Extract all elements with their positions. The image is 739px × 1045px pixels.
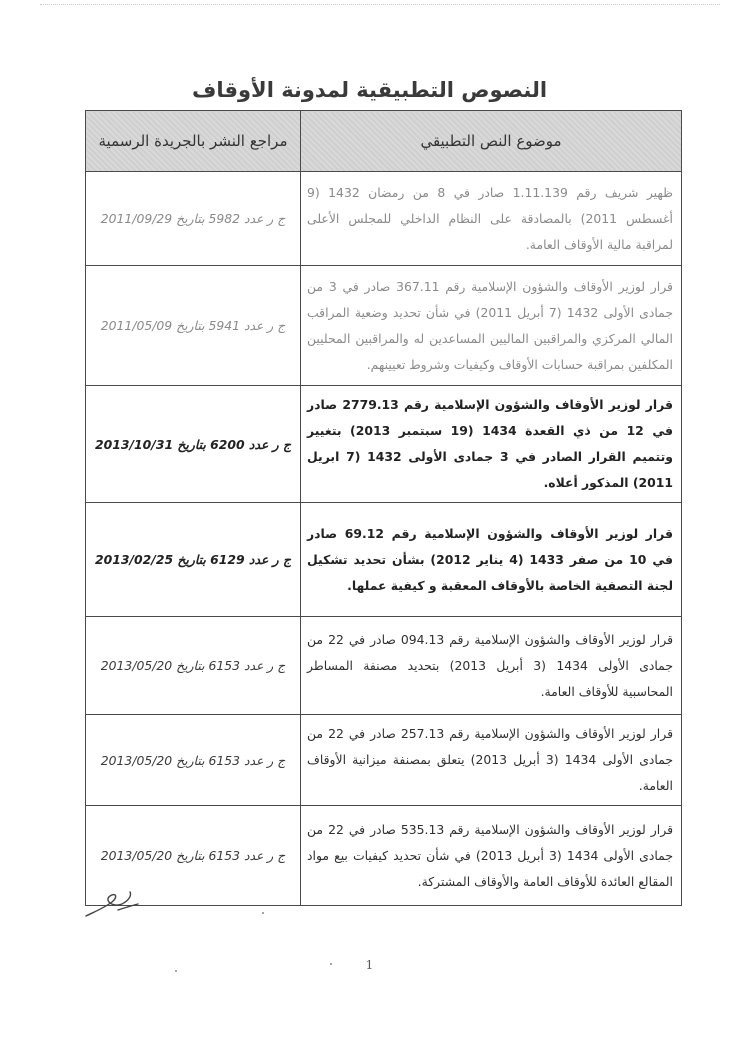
row-reference: ج ر عدد 6129 بتاريخ 2013/02/25 [86,503,301,617]
scan-speck [262,912,264,914]
row-reference: ج ر عدد 6153 بتاريخ 2013/05/20 [86,715,301,806]
row-reference: ج ر عدد 6200 بتاريخ 2013/10/31 [86,386,301,503]
row-reference: ج ر عدد 6153 بتاريخ 2013/05/20 [86,617,301,715]
row-subject: قرار لوزير الأوقاف والشؤون الإسلامية رقم 257.13 صادر في 22 من جمادى الأولى 1434 (3 أبريل 2013) يتعلق بمصنفة ميزانية الأوقاف العامة. [301,715,682,806]
scan-top-edge [40,4,720,5]
row-subject: قرار لوزير الأوقاف والشؤون الإسلامية رقم 2779.13 صادر في 12 من ذي القعدة 1434 (19 سبتمبر 2013) بتغيير وتتميم القرار الصادر في 3 جمادى الأولى 1432 (7 ابريل 2011) المذكور أعلاه. [301,386,682,503]
table-row [86,386,682,503]
table-row [86,617,682,715]
document-title: النصوص التطبيقية لمدونة الأوقاف [191,78,548,103]
header-reference: مراجع النشر بالجريدة الرسمية [86,111,301,172]
header-subject: موضوع النص التطبيقي [301,111,682,172]
applications-table [85,110,682,906]
table-row [86,806,682,906]
table-row [86,503,682,617]
table-header-row [86,111,682,172]
row-reference: ج ر عدد 5941 بتاريخ 2011/05/09 [86,266,301,386]
table-row [86,266,682,386]
table-row [86,715,682,806]
row-subject: قرار لوزير الأوقاف والشؤون الإسلامية رقم 367.11 صادر في 3 من جمادى الأولى 1432 (7 أبريل 2011) في شأن تحديد وضعية المراقب المالي المركزي والمراقبين الماليين المساعدين له والمراقبين المحليين المكلفين بمراقبة حسابات الأوقاف وكيفيات وشروط تعيينهم. [301,266,682,386]
row-reference: ج ر عدد 6153 بتاريخ 2013/05/20 [86,806,301,906]
row-subject: قرار لوزير الأوقاف والشؤون الإسلامية رقم 094.13 صادر في 22 من جمادى الأولى 1434 (3 أبريل 2013) بتحديد مصنفة المساطر المحاسبية للأوقاف العامة. [301,617,682,715]
row-subject: ظهير شريف رقم 1.11.139 صادر في 8 من رمضان 1432 (9 أغسطس 2011) بالمصادقة على النظام الداخلي للمجلس الأعلى لمراقبة مالية الأوقاف العامة. [301,172,682,266]
row-reference: ج ر عدد 5982 بتاريخ 2011/09/29 [86,172,301,266]
handwritten-signature [82,886,142,922]
table-row [86,172,682,266]
row-subject: قرار لوزير الأوقاف والشؤون الإسلامية رقم 535.13 صادر في 22 من جمادى الأولى 1434 (3 أبريل 2013) في شأن تحديد كيفيات بيع مواد المقالع العائدة للأوقاف العامة والأوقاف المشتركة. [301,806,682,906]
page-number: 1 [365,958,374,972]
row-subject: قرار لوزير الأوقاف والشؤون الإسلامية رقم 69.12 صادر في 10 من صفر 1433 (4 يناير 2012) بشأن تحديد تشكيل لجنة التصفية الخاصة بالأوقاف المعقبة و كيفية عملها. [301,503,682,617]
